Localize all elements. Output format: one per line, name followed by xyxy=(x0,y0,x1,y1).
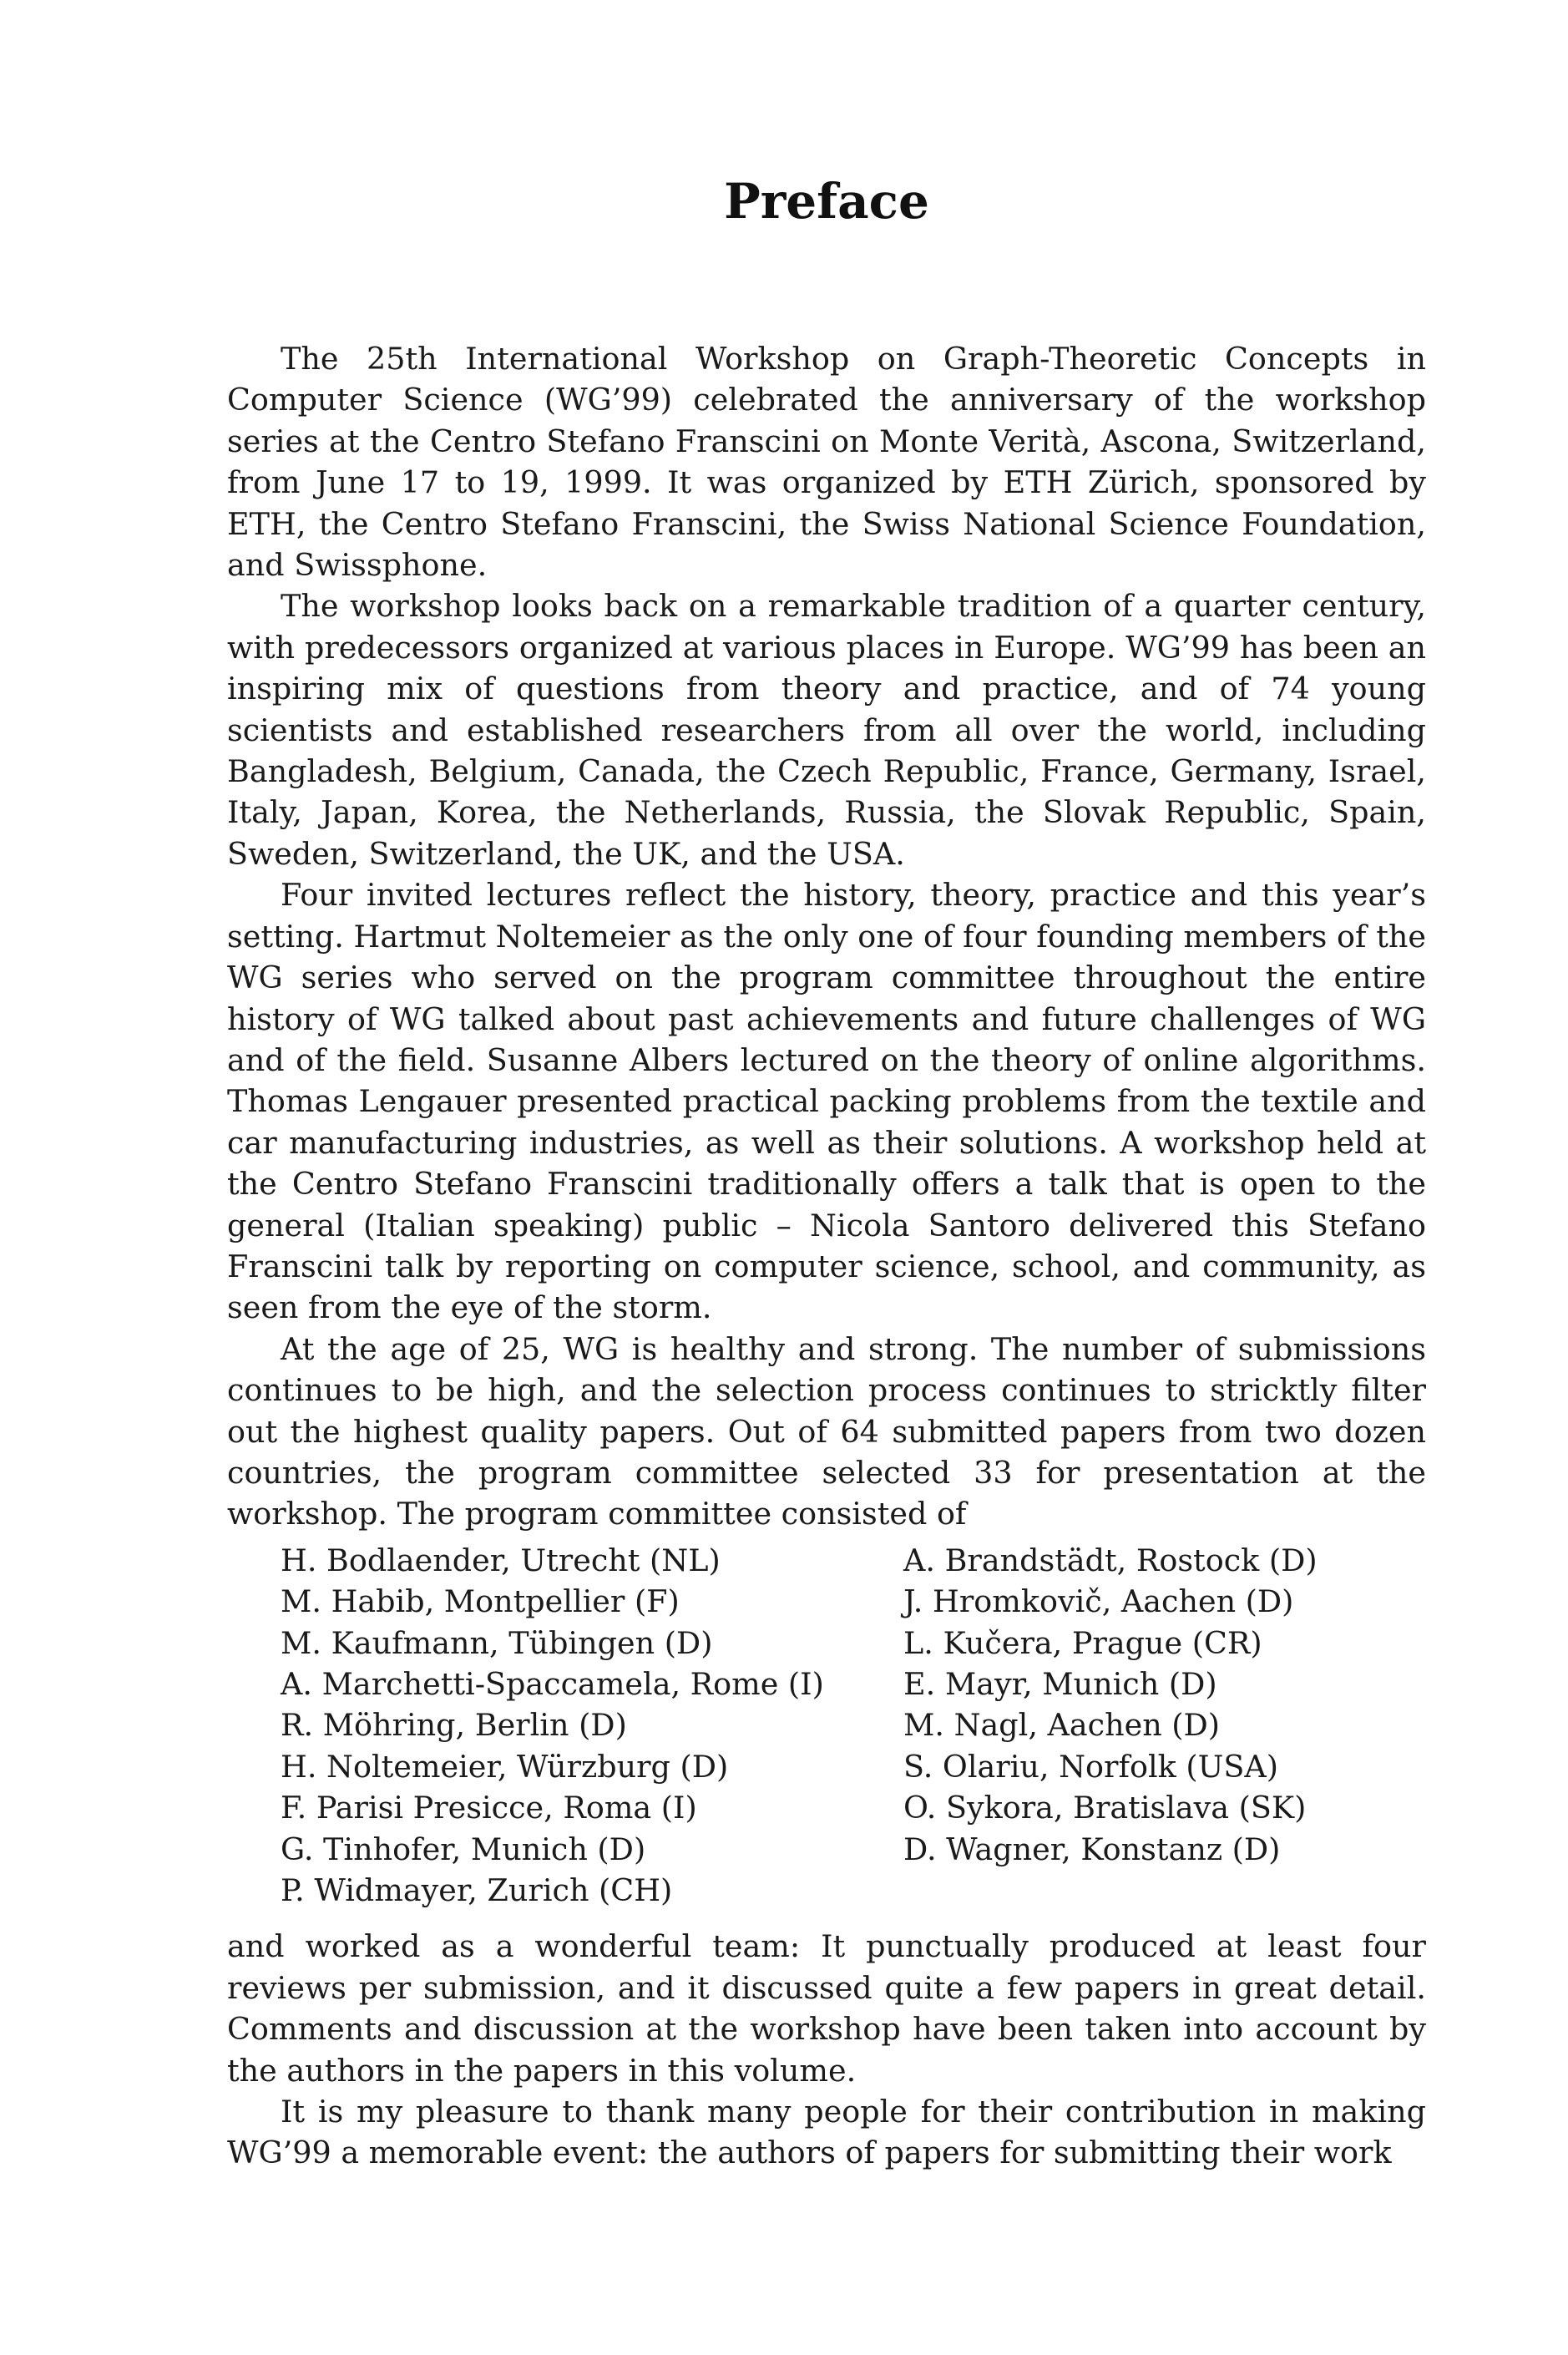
paragraph-submissions: At the age of 25, WG is healthy and strong. The number of submissions continues to be high, and the selection process continues to stricktly filter out the highest quality papers. Out of 64 submitted papers from two dozen countries, the program committee selected 33 for presentation at the workshop. The program committee consisted of xyxy=(227,1330,1426,1532)
committee-list xyxy=(281,1540,1426,1912)
paragraph-intro: The 25th International Workshop on Graph-Theoretic Concepts in Computer Science (WG’99) celebrated the anniversary of the workshop series at the Centro Stefano Franscini on Monte Verità, Ascona, Switzerland, from June 17 to 19, 1999. It was organized by ETH Zürich, sponsored by ETH, the Centro Stefano Franscini, the Swiss National Science Foundation, and Swissphone. xyxy=(227,341,1426,584)
committee-member: M. Kaufmann, Tübingen (D) xyxy=(281,1624,713,1661)
paragraph-thanks: It is my pleasure to thank many people for their contribution in making WG’99 a memorable event: the authors of papers for submitting their work xyxy=(227,2094,1426,2171)
committee-column-left xyxy=(281,1540,903,1912)
paragraph-invited-lectures: Four invited lectures reflect the history, theory, practice and this year’s setting. Hartmut Noltemeier as the only one of four founding members of the WG series who served on the program committee throughout the entire history of WG talked about past achievements and future challenges of WG and of the field. Susanne Albers lectured on the theory of online algorithms. Thomas Lengauer presented practical packing problems from the textile and car manufacturing industries, as well as their solutions. A workshop held at the Centro Stefano Franscini traditionally offers a talk that is open to the general (Italian speaking) public – Nicola Santoro delivered this Stefano Franscini talk by reporting on computer science, school, and community, as seen from the eye of the storm. xyxy=(227,877,1426,1326)
committee-member: E. Mayr, Munich (D) xyxy=(903,1666,1217,1702)
preface-body xyxy=(227,338,1426,2174)
committee-member: J. Hromkovič, Aachen (D) xyxy=(903,1583,1294,1620)
committee-member: F. Parisi Presicce, Roma (I) xyxy=(281,1790,697,1826)
committee-member: H. Bodlaender, Utrecht (NL) xyxy=(281,1542,721,1578)
committee-member: A. Brandstädt, Rostock (D) xyxy=(903,1542,1318,1578)
committee-member: A. Marchetti-Spaccamela, Rome (I) xyxy=(281,1666,824,1702)
committee-member: H. Noltemeier, Würzburg (D) xyxy=(281,1748,729,1785)
committee-member: M. Habib, Montpellier (F) xyxy=(281,1583,680,1620)
committee-member: L. Kučera, Prague (CR) xyxy=(903,1624,1262,1661)
page-title: Preface xyxy=(724,173,929,230)
committee-member: D. Wagner, Konstanz (D) xyxy=(903,1831,1281,1867)
committee-member: S. Olariu, Norfolk (USA) xyxy=(903,1748,1278,1785)
paragraph-tradition: The workshop looks back on a remarkable tradition of a quarter century, with predecessors organized at various places in Europe. WG’99 has been an inspiring mix of questions from theory and practice, and of 74 young scientists and established researchers from all over the world, including Bangladesh, Belgium, Canada, the Czech Republic, France, Germany, Israel, Italy, Japan, Korea, the Netherlands, Russia, the Slovak Republic, Spain, Sweden, Switzerland, the UK, and the USA. xyxy=(227,588,1426,872)
committee-member: O. Sykora, Bratislava (SK) xyxy=(903,1790,1307,1826)
committee-member: M. Nagl, Aachen (D) xyxy=(903,1707,1221,1744)
committee-member: R. Möhring, Berlin (D) xyxy=(281,1707,627,1744)
committee-member: P. Widmayer, Zurich (CH) xyxy=(281,1872,673,1909)
committee-column-right xyxy=(903,1540,1479,1912)
paragraph-team: and worked as a wonderful team: It punctually produced at least four reviews per submission, and it discussed quite a few papers in great detail. Comments and discussion at the workshop have been taken into account by the authors in the papers in this volume. xyxy=(227,1928,1426,2089)
committee-member: G. Tinhofer, Munich (D) xyxy=(281,1831,646,1867)
